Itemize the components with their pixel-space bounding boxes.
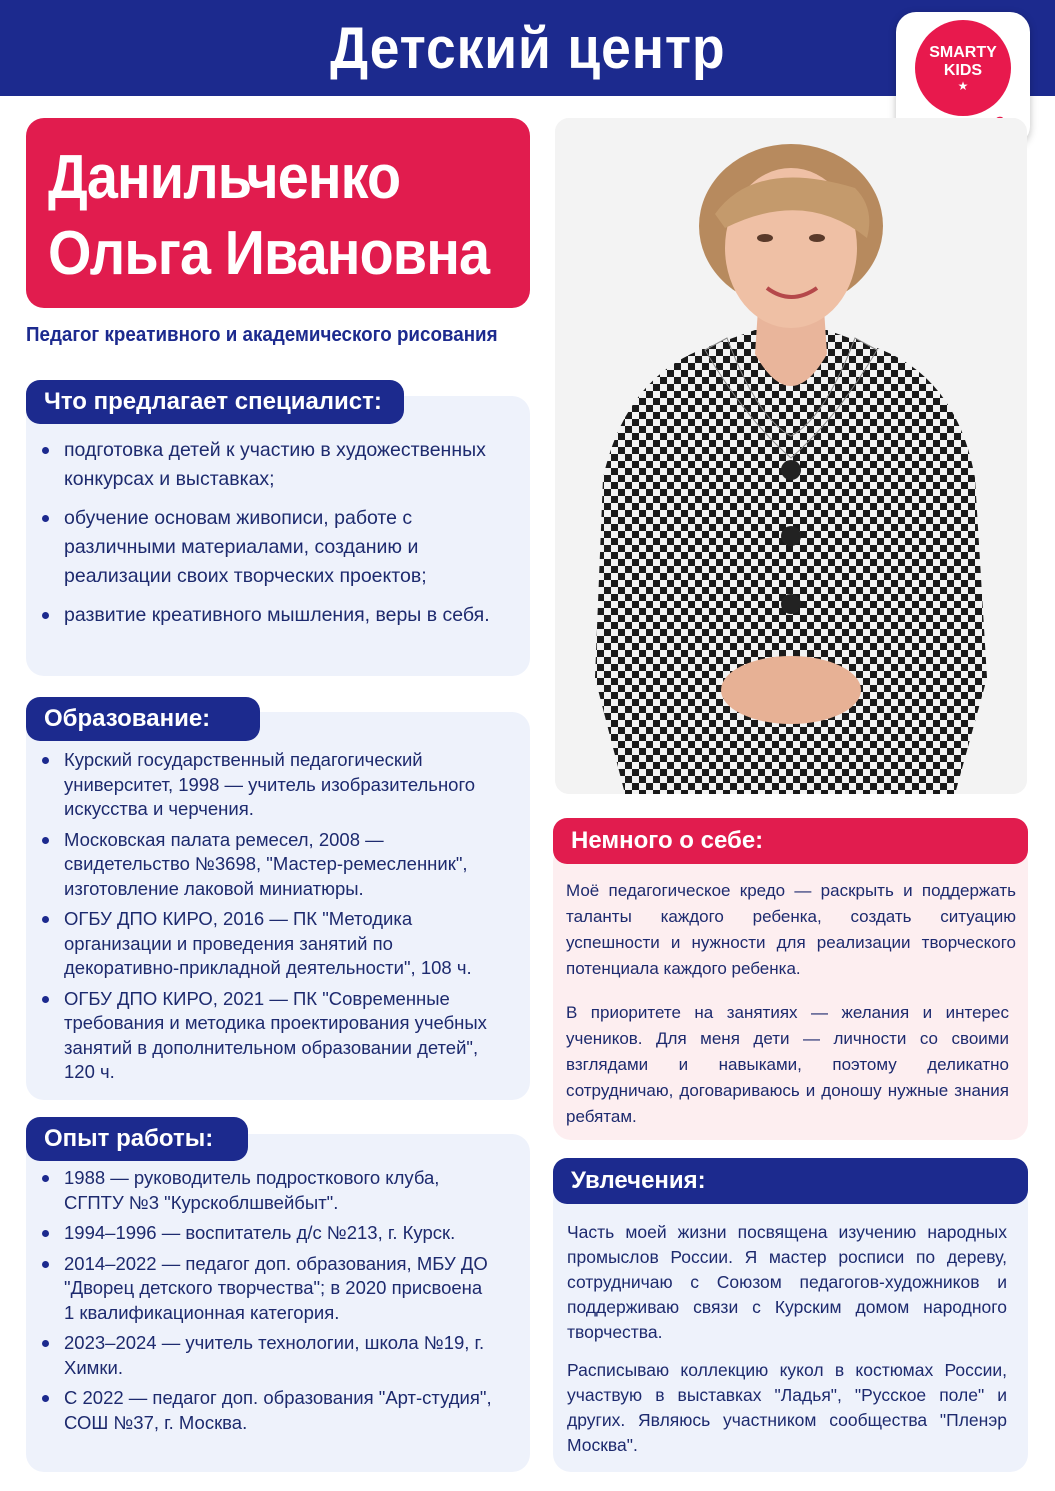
about-paragraph-2: В приоритете на занятиях — желания и интерес учеников. Для меня дети — личности со своими взглядами и навыками, поэтому деликатно сотрудничаю, договариваюсь и доношу нужные знания ребятам. (566, 1003, 1009, 1126)
list-item: ОГБУ ДПО КИРО, 2016 — ПК "Методика организации и проведения занятий по декоративно-прикладной деятельности", 108 ч. (26, 907, 496, 981)
name-banner (26, 118, 530, 308)
list-item: развитие креативного мышления, веры в себя. (26, 601, 516, 630)
portrait-illustration (555, 118, 1027, 794)
hobbies-heading: Увлечения: (553, 1158, 1028, 1204)
logo-line1: SMARTY (929, 44, 997, 61)
offers-list (26, 436, 516, 640)
education-list (26, 748, 496, 1091)
position-title: Педагог креативного и академического рисования (26, 324, 498, 346)
list-item: 2023–2024 — учитель технологии, школа №19, г. Химки. (26, 1331, 496, 1380)
header-title: Детский центр (329, 15, 726, 81)
star-icon: ★ (957, 79, 969, 93)
teacher-photo (555, 118, 1027, 794)
experience-heading: Опыт работы: (26, 1117, 248, 1161)
list-item: Московская палата ремесел, 2008 — свидетельство №3698, "Мастер-ремесленник", изготовление лаковой миниатюры. (26, 828, 496, 902)
about-heading: Немного о себе: (553, 818, 1028, 864)
logo-circle (915, 20, 1011, 116)
list-item: 2014–2022 — педагог доп. образования, МБУ ДО "Дворец детского творчества"; в 2020 присвоена 1 квалификационная категория. (26, 1252, 496, 1326)
list-item: 1994–1996 — воспитатель д/с №213, г. Курск. (26, 1221, 496, 1246)
hobbies-paragraph-1: Часть моей жизни посвящена изучению народных промыслов России. Я мастер росписи по дереву, сотрудничаю с Союзом педагогов-художников и поддерживаю связи с Курским домом народного творчества. (567, 1222, 1007, 1342)
education-heading: Образование: (26, 697, 260, 741)
list-item: ОГБУ ДПО КИРО, 2021 — ПК "Современные требования и методика проектирования учебных занятий в дополнительном образовании детей", 120 ч. (26, 987, 496, 1085)
about-paragraph-1: Моё педагогическое кредо — раскрыть и поддержать таланты каждого ребенка, создать ситуацию успешности и нужности для реализации творческого потенциала каждого ребенка. (566, 881, 1016, 978)
first-names: Ольга Ивановна (48, 219, 490, 288)
list-item: обучение основам живописи, работе с различными материалами, созданию и реализации своих творческих проектов; (26, 504, 516, 591)
last-name: Данильченко (48, 143, 401, 212)
experience-list (26, 1166, 496, 1441)
list-item: С 2022 — педагог доп. образования "Арт-студия", СОШ №37, г. Москва. (26, 1386, 496, 1435)
hobbies-paragraph-2: Расписываю коллекцию кукол в костюмах России, участвую в выставках "Ладья", "Русское поле" и других. Являюсь участником сообщества "Пленэр Москва". (567, 1360, 1007, 1455)
list-item: Курский государственный педагогический университет, 1998 — учитель изобразительного искусства и черчения. (26, 748, 496, 822)
list-item: подготовка детей к участию в художественных конкурсах и выставках; (26, 436, 516, 494)
offers-heading: Что предлагает специалист: (26, 380, 404, 424)
list-item: 1988 — руководитель подросткового клуба, СГПТУ №3 "Курскоблшвейбыт". (26, 1166, 496, 1215)
logo-line2: KIDS (943, 62, 983, 79)
